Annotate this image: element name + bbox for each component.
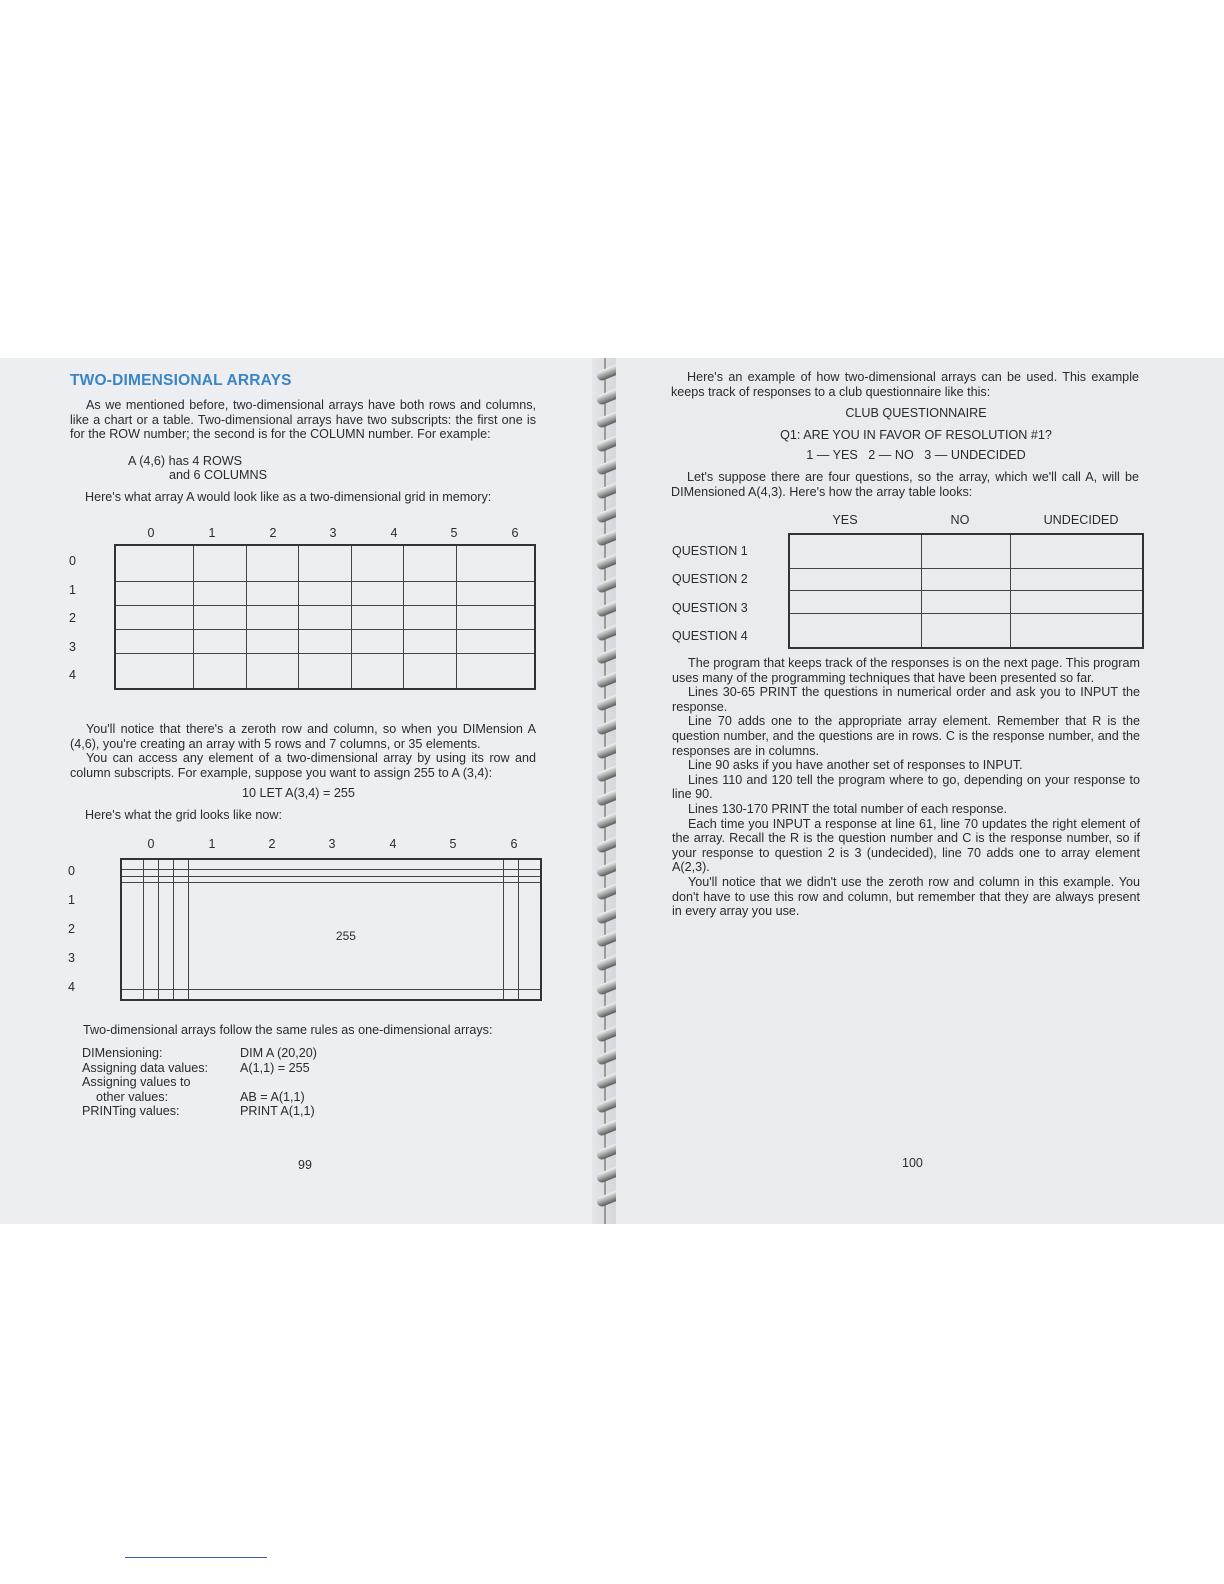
grid1-row-label: 4 <box>69 668 76 682</box>
grid1-col-label: 5 <box>450 526 458 540</box>
table-col-label: NO <box>950 513 970 527</box>
explanation-paragraph: Line 70 adds one to the appropriate array element. Remember that R is the question number, and the questions are in rows. C is the response number, and the responses are in columns. <box>672 714 1140 758</box>
right-page <box>616 358 1224 1224</box>
rule-value: A(1,1) = 255 <box>240 1060 310 1075</box>
rule-label: DIMensioning: <box>82 1046 163 1060</box>
grid2-row-label: 3 <box>68 951 75 965</box>
code-line: 10 LET A(3,4) = 255 <box>242 786 355 800</box>
left-page <box>0 358 600 1224</box>
explanation-paragraph: Lines 130-170 PRINT the total number of each response. <box>688 801 1008 816</box>
access-note: You can access any element of a two-dimensional array by using its row and column subscripts. For example, suppose you want to assign 255 to A (3,4): <box>70 751 536 780</box>
grid-cell-value: 255 <box>188 883 503 990</box>
explanation-paragraph: Each time you INPUT a response at line 61, line 70 updates the right element of the array. Recall the R is the question number and C is the response number, so if your response to question 2 is 3 (undecided), line 70 adds one to array element A(2,3). <box>672 816 1140 875</box>
grid2-row-label: 4 <box>68 980 75 994</box>
page-number: 100 <box>902 1156 923 1170</box>
explanation-paragraph: You'll notice that we didn't use the zeroth row and column in this example. You don't have to use this row and column, but remember that they are always present in every array you use. <box>672 874 1140 919</box>
footer-rule <box>125 1557 267 1558</box>
rules-intro: Two-dimensional arrays follow the same rules as one-dimensional arrays: <box>83 1023 493 1037</box>
grid2-col-label: 6 <box>510 837 518 851</box>
grid1-row-label: 1 <box>69 583 76 597</box>
grid2-row-label: 1 <box>68 893 75 907</box>
intro-paragraph: As we mentioned before, two-dimensional arrays have both rows and columns, like a chart or a table. Two-dimensional arrays have two subscripts: the first one is for the ROW number; the second is for the COLUMN number. For example: <box>70 398 536 442</box>
grid1-row-label: 3 <box>69 640 76 654</box>
table-col-label: UNDECIDED <box>1043 513 1119 527</box>
grid1-col-label: 4 <box>390 526 398 540</box>
zeroth-note: You'll notice that there's a zeroth row and column, so when you DIMension A (4,6), you're creating an array with 5 rows and 7 columns, or 35 elements. <box>70 722 536 751</box>
rule-label: Assigning data values: <box>82 1060 209 1075</box>
suppose-paragraph: Let's suppose there are four questions, so the array, which we'll call A, will be DIMensioned A(4,3). Here's how the array table looks: <box>671 470 1139 499</box>
grid1-col-label: 6 <box>511 526 519 540</box>
grid2-col-label: 5 <box>449 837 457 851</box>
rules-table <box>82 1046 317 1119</box>
rule-value: PRINT A(1,1) <box>240 1104 315 1119</box>
table-row-label: QUESTION 4 <box>672 629 748 643</box>
book-spread <box>0 358 1224 1224</box>
grid-intro: Here's what array A would look like as a two-dimensional grid in memory: <box>85 490 492 504</box>
explanation-paragraph: Lines 30-65 PRINT the questions in numerical order and ask you to INPUT the response. <box>672 685 1140 714</box>
memory-grid-assigned <box>120 858 542 1001</box>
grid1-col-label: 3 <box>329 526 337 540</box>
grid2-col-label: 4 <box>389 837 397 851</box>
rule-label: Assigning values to <box>82 1075 191 1090</box>
questionnaire-array-table <box>788 533 1144 649</box>
rule-value: AB = A(1,1) <box>240 1089 305 1104</box>
grid1-col-label: 0 <box>147 526 155 540</box>
grid2-intro: Here's what the grid looks like now: <box>85 808 282 822</box>
grid2-row-label: 0 <box>68 864 75 878</box>
grid1-col-label: 2 <box>269 526 277 540</box>
grid2-col-label: 3 <box>328 837 336 851</box>
grid2-row-label: 2 <box>68 922 75 936</box>
grid2-col-label: 0 <box>147 837 155 851</box>
table-row-label: QUESTION 1 <box>672 544 748 558</box>
questionnaire-title: CLUB QUESTIONNAIRE <box>845 406 987 420</box>
grid1-row-label: 2 <box>69 611 76 625</box>
grid1-col-label: 1 <box>208 526 216 540</box>
grid2-col-label: 2 <box>268 837 276 851</box>
memory-grid-empty <box>114 544 536 690</box>
grid2-col-label: 1 <box>208 837 216 851</box>
example-line-2: and 6 COLUMNS <box>169 468 267 482</box>
grid1-row-label: 0 <box>69 554 76 568</box>
explanation-paragraph: The program that keeps track of the responses is on the next page. This program uses many of the programming techniques that have been presented so far. <box>672 656 1140 685</box>
page-number: 99 <box>298 1158 312 1172</box>
example-line-1: A (4,6) has 4 ROWS <box>128 454 243 468</box>
page-title: TWO-DIMENSIONAL ARRAYS <box>70 372 292 389</box>
rule-value: DIM A (20,20) <box>240 1046 317 1060</box>
table-col-label: YES <box>832 513 858 527</box>
explanation-paragraph: Line 90 asks if you have another set of responses to INPUT. <box>688 758 1023 773</box>
explanation-paragraph: Lines 110 and 120 tell the program where to go, depending on your response to line 90. <box>672 772 1140 802</box>
table-row-label: QUESTION 3 <box>672 601 748 615</box>
explanation-block <box>672 656 1140 919</box>
questionnaire-question: Q1: ARE YOU IN FAVOR OF RESOLUTION #1? <box>780 428 1052 442</box>
questionnaire-options: 1 — YES 2 — NO 3 — UNDECIDED <box>806 448 1026 462</box>
rule-value <box>240 1075 317 1090</box>
rule-label: other values: <box>96 1089 169 1104</box>
table-row-label: QUESTION 2 <box>672 572 748 586</box>
right-intro: Here's an example of how two-dimensional arrays can be used. This example keeps track of responses to a club questionnaire like this: <box>671 370 1139 399</box>
rule-label: PRINTing values: <box>82 1104 180 1119</box>
